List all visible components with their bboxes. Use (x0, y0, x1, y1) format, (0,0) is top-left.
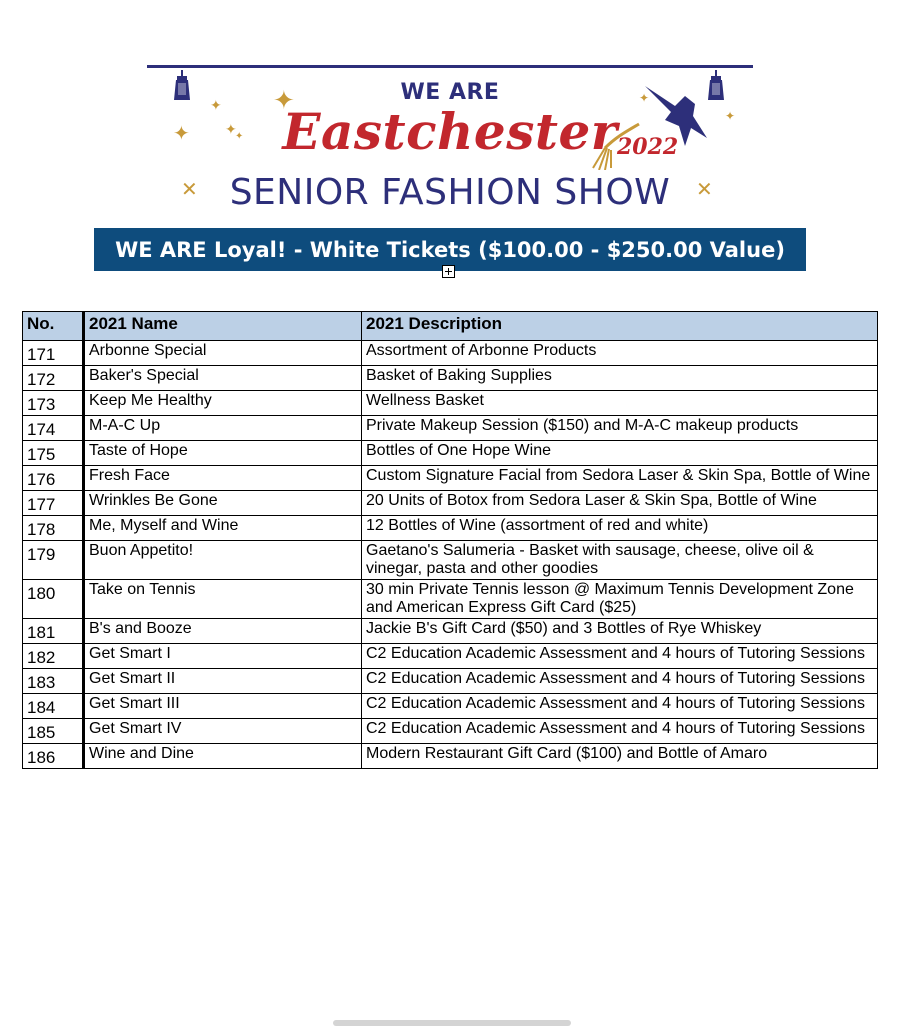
table-row (23, 516, 878, 541)
logo-year: 2022 (617, 134, 679, 160)
logo-we-are: WE ARE (400, 80, 500, 105)
table-row (23, 416, 878, 441)
item-name: Baker's Special (84, 366, 362, 391)
item-description: Basket of Baking Supplies (362, 366, 878, 391)
row-number: 172 (23, 366, 84, 391)
table-row (23, 744, 878, 769)
header-name: 2021 Name (84, 312, 362, 341)
star-icon: ✦ (235, 131, 244, 142)
item-description: C2 Education Academic Assessment and 4 hours of Tutoring Sessions (362, 719, 878, 744)
star-icon: ✕ (696, 179, 713, 201)
table-row (23, 719, 878, 744)
table-row (23, 466, 878, 491)
item-description: Jackie B's Gift Card ($50) and 3 Bottles of Rye Whiskey (362, 619, 878, 644)
row-number: 174 (23, 416, 84, 441)
row-number: 180 (23, 580, 84, 619)
item-name: Get Smart II (84, 669, 362, 694)
item-name: Arbonne Special (84, 341, 362, 366)
table-row (23, 491, 878, 516)
logo-event-title: SENIOR FASHION SHOW (229, 172, 671, 213)
row-number: 177 (23, 491, 84, 516)
row-number: 185 (23, 719, 84, 744)
header-no: No. (23, 312, 84, 341)
star-icon: ✦ (210, 97, 222, 113)
item-description: C2 Education Academic Assessment and 4 hours of Tutoring Sessions (362, 694, 878, 719)
ticket-banner: WE ARE Loyal! - White Tickets ($100.00 - $250.00 Value) (94, 228, 806, 271)
row-number: 183 (23, 669, 84, 694)
item-description: Custom Signature Facial from Sedora Laser & Skin Spa, Bottle of Wine (362, 466, 878, 491)
event-logo (145, 62, 755, 222)
item-name: Get Smart IV (84, 719, 362, 744)
star-icon: ✕ (181, 179, 198, 201)
row-number: 181 (23, 619, 84, 644)
item-name: Buon Appetito! (84, 541, 362, 580)
row-number: 186 (23, 744, 84, 769)
row-number: 178 (23, 516, 84, 541)
item-description: 30 min Private Tennis lesson @ Maximum Tennis Development Zone and American Express Gift Card ($25) (362, 580, 878, 619)
item-name: Get Smart I (84, 644, 362, 669)
item-description: Gaetano's Salumeria - Basket with sausage, cheese, olive oil & vinegar, pasta and other goodies (362, 541, 878, 580)
header-description: 2021 Description (362, 312, 878, 341)
row-number: 176 (23, 466, 84, 491)
table-row (23, 619, 878, 644)
row-number: 173 (23, 391, 84, 416)
star-icon: ✦ (725, 109, 736, 123)
table-row (23, 644, 878, 669)
item-description: Wellness Basket (362, 391, 878, 416)
star-icon: ✦ (173, 123, 190, 145)
item-name: Keep Me Healthy (84, 391, 362, 416)
item-name: Get Smart III (84, 694, 362, 719)
table-header-row (23, 312, 878, 341)
item-description: 12 Bottles of Wine (assortment of red and white) (362, 516, 878, 541)
table-row (23, 391, 878, 416)
item-description: Private Makeup Session ($150) and M-A-C makeup products (362, 416, 878, 441)
table-row (23, 541, 878, 580)
item-description: Bottles of One Hope Wine (362, 441, 878, 466)
table-row (23, 441, 878, 466)
item-name: Taste of Hope (84, 441, 362, 466)
item-description: C2 Education Academic Assessment and 4 hours of Tutoring Sessions (362, 644, 878, 669)
logo-top-bar (147, 65, 753, 68)
row-number: 179 (23, 541, 84, 580)
item-name: Me, Myself and Wine (84, 516, 362, 541)
table-row (23, 580, 878, 619)
item-name: Fresh Face (84, 466, 362, 491)
auction-items-table (22, 311, 878, 769)
table-row (23, 669, 878, 694)
item-description: Modern Restaurant Gift Card ($100) and Bottle of Amaro (362, 744, 878, 769)
item-description: 20 Units of Botox from Sedora Laser & Skin Spa, Bottle of Wine (362, 491, 878, 516)
row-number: 171 (23, 341, 84, 366)
row-number: 182 (23, 644, 84, 669)
table-move-handle-icon[interactable] (442, 265, 455, 278)
table-row (23, 341, 878, 366)
item-name: Take on Tennis (84, 580, 362, 619)
item-name: Wine and Dine (84, 744, 362, 769)
logo-school-name: Eastchester (282, 102, 618, 161)
row-number: 175 (23, 441, 84, 466)
item-name: B's and Booze (84, 619, 362, 644)
table-row (23, 366, 878, 391)
scroll-tab[interactable] (333, 1020, 571, 1026)
row-number: 184 (23, 694, 84, 719)
item-description: C2 Education Academic Assessment and 4 hours of Tutoring Sessions (362, 669, 878, 694)
star-icon: ✦ (273, 85, 295, 115)
table-row (23, 694, 878, 719)
star-icon: ✦ (225, 121, 237, 137)
star-icon: ✦ (639, 91, 650, 105)
item-name: M-A-C Up (84, 416, 362, 441)
item-description: Assortment of Arbonne Products (362, 341, 878, 366)
item-name: Wrinkles Be Gone (84, 491, 362, 516)
